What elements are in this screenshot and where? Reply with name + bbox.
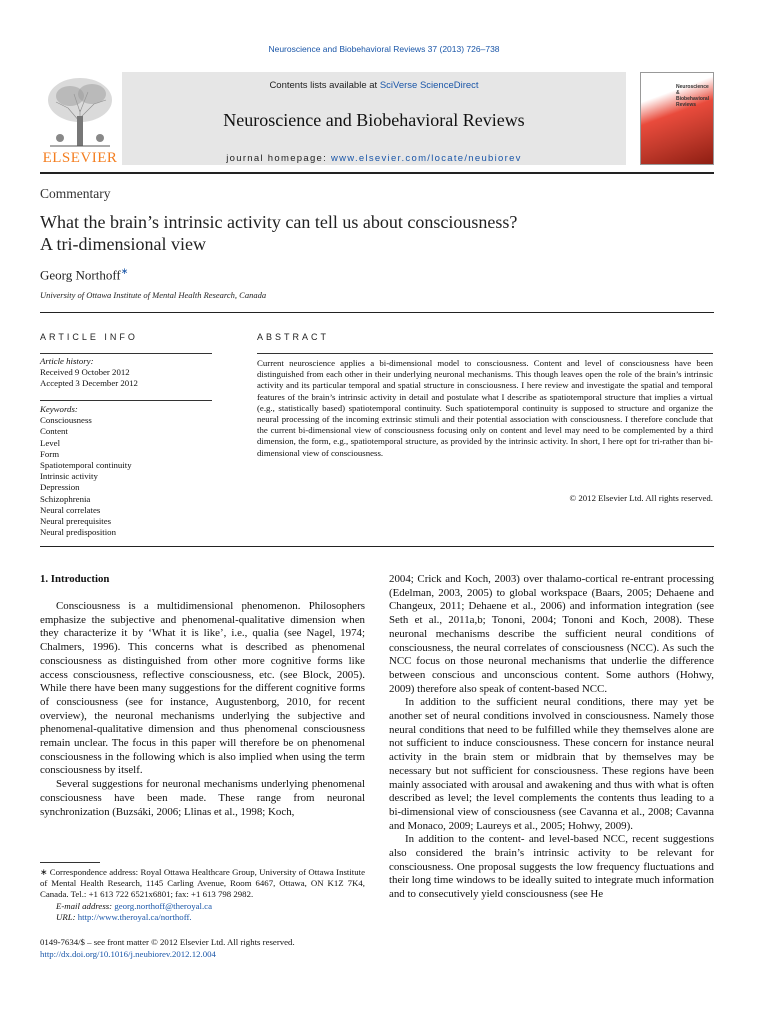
abstract-text: Current neuroscience applies a bi-dimensional model to consciousness. Content and level of consciousness have been distinguished from each other in their underlying neuronal mechanisms. This though leaves open the role of the brain’s intrinsic activity and its particular temporal and spatial structure in consciousness. I here review and investigate the spatial and temporal features of the brain’s intrinsic activity in detail and postulate what I describe as spatiotemporal structure that implies a virtual (e.g., statistically based) spatiotemporal continuity. Such spatiotemporal continuity is supposed to structure and organize the neural processing of the incoming extrinsic stimuli and their potential association with consciousness. I therefore conclude that the current bi-dimensional view of consciousness focusing only on content and level may need to be complemented by a third dimension, the form, e.g., spatiotemporal structure, as provided by the intrinsic activity. In short, I here opt for tri-rather than bi-dimensional view of consciousness. [257, 358, 713, 458]
header-divider [40, 172, 714, 174]
keywords-label: Keywords: [40, 404, 78, 414]
article-type: Commentary [40, 186, 111, 201]
keywords-rule [40, 400, 212, 401]
body-column-right [389, 573, 714, 902]
issn-block [40, 936, 295, 960]
body-column-left [40, 600, 365, 819]
contents-prefix: Contents lists available at [269, 80, 380, 91]
email-link[interactable]: georg.northoff@theroyal.ca [114, 900, 212, 911]
keyword: Consciousness [40, 415, 92, 426]
keyword: Neural predisposition [40, 527, 116, 538]
affiliation: University of Ottawa Institute of Mental Health Research, Canada [40, 290, 267, 300]
url-link[interactable]: http://www.theroyal.ca/northoff. [77, 911, 192, 922]
front-matter-line: 0149-7634/$ – see front matter © 2012 Elsevier Ltd. All rights reserved. [40, 937, 295, 947]
contents-line [122, 80, 626, 91]
author-name: Georg Northoff [40, 267, 121, 283]
article-title-line2: A tri-dimensional view [40, 234, 206, 254]
keyword: Form [40, 448, 60, 459]
keyword: Neural prerequisites [40, 516, 112, 527]
history-label: Article history: [40, 356, 94, 366]
homepage-link[interactable]: www.elsevier.com/locate/neubiorev [330, 153, 522, 164]
paragraph: Consciousness is a multidimensional phenomenon. Philosophers emphasize the subjective and phenomenal-qualitative dimension when they characterize it by ‘What it is like’, i.e., qualia (see Nagel, 1974; Chalmers, 1996). This concerns what is described as phenomenal consciousness as distinguished from other more cognitive forms like access consciousness, reflective consciousness, etc. (see Block, 2005). While there have been many suggestions for the different cognitive forms of consciousness (see for instance, Augustenborg, 2010, for recent overview), the neuronal mechanisms underlying the subjective and phenomenal-qualitative dimension and thus phenomenal consciousness remain unclear. The focus in this paper will therefore be on phenomenal consciousness in the following which is also implied when using the term consciousness by itself. [40, 600, 365, 777]
cover-title: Neuroscience & Biobehavioral Reviews [676, 84, 710, 108]
correspondence-footnote [40, 867, 365, 923]
article-title-line1: What the brain’s intrinsic activity can tell us about consciousness? [40, 212, 518, 232]
journal-homepage [122, 153, 626, 164]
keyword: Spatiotemporal continuity [40, 460, 132, 471]
article-history [40, 356, 212, 390]
homepage-prefix: journal homepage: [226, 153, 331, 164]
abstract-rule [257, 353, 713, 354]
article-info-heading: ARTICLE INFO [40, 332, 138, 342]
keyword: Schizophrenia [40, 493, 91, 504]
email-label: E-mail address: [56, 900, 115, 911]
keyword: Depression [40, 482, 80, 493]
footnote-rule [40, 862, 100, 863]
abstract-heading: ABSTRACT [257, 332, 330, 342]
received-date: Received 9 October 2012 [40, 367, 130, 378]
paragraph: 2004; Crick and Koch, 2003) over thalamo-cortical re-entrant processing (Edelman, 2003, 2005) to global workspace (Baars, 2005; Dehaene and Changeux, 2011; Dehaene et al., 2006) and information integration (see Seth et al., 2011a,b; Tononi, 2004; Tononi and Koch, 2008). These neuronal mechanisms describe the sufficient neural conditions of consciousness, the neural correlates of consciousness (NCC). As such the NCC focus on those neuronal mechanisms that underlie the difference between conscious and unconscious content. Some authors (Hohwy, 2009) therefore also speak of content-based NCC. [389, 573, 714, 695]
abstract-bottom-divider [40, 546, 714, 547]
paragraph: In addition to the sufficient neural conditions, there may yet be another set of neural conditions involved in consciousness. Namely those neural conditions that need to be fulfilled while they themselves alone are not sufficient to induce consciousness. These concern for instance neural activity in the brain stem or midbrain that by themselves may be necessary but not sufficient for consciousness. These regions have been mainly associated with arousal and awakening and thus with what is often described as level; the level complements the contents thus leading to a bi-dimensional view of consciousness (see Cavanna et al., 2008; Cavanna and Monaco, 2009; Laureys et al., 2005; Hohwy, 2009). [389, 696, 714, 832]
publisher-wordmark: ELSEVIER [42, 150, 118, 166]
correspondence-address: ∗ Correspondence address: Royal Ottawa Healthcare Group, University of Ottawa Institute of Mental Health Research, 1145 Carling Avenue, Room 6467, Ottawa, ON K1Z 7K4, Canada. Tel.: +1 613 722 6521x6801; fax: +1 613 798 2982. [40, 867, 365, 900]
abstract-copyright: © 2012 Elsevier Ltd. All rights reserved. [569, 493, 713, 503]
info-rule [40, 353, 212, 354]
keyword: Neural correlates [40, 504, 101, 515]
keyword: Level [40, 437, 61, 448]
journal-title: Neuroscience and Biobehavioral Reviews [223, 110, 525, 130]
sciencedirect-link[interactable]: SciVerse ScienceDirect [379, 80, 479, 91]
accepted-date: Accepted 3 December 2012 [40, 378, 138, 389]
author-line [40, 266, 128, 283]
url-label: URL: [56, 911, 78, 922]
paragraph: Several suggestions for neuronal mechanisms underlying phenomenal consciousness have been made. These range from neuronal synchronization (Buzsáki, 2006; Llinas et al., 1998; Koch, [40, 778, 365, 818]
keywords-list [40, 404, 212, 538]
keyword: Content [40, 426, 68, 437]
keyword: Intrinsic activity [40, 471, 98, 482]
author-footnote-mark[interactable]: ∗ [120, 266, 129, 276]
section-heading-introduction: 1. Introduction [40, 573, 110, 585]
journal-citation[interactable]: Neuroscience and Biobehavioral Reviews 37 (2013) 726–738 [268, 44, 500, 54]
info-divider [40, 312, 714, 313]
doi-link[interactable]: http://dx.doi.org/10.1016/j.neubiorev.2012.12.004 [40, 949, 216, 959]
paragraph: In addition to the content- and level-based NCC, recent suggestions also considered the brain’s intrinsic activity to be relevant for consciousness. One proposal suggests the low frequency fluctuations and their long time windows to be ideally suited to integrate much information and to consecutively yield consciousness (see He [389, 833, 714, 901]
